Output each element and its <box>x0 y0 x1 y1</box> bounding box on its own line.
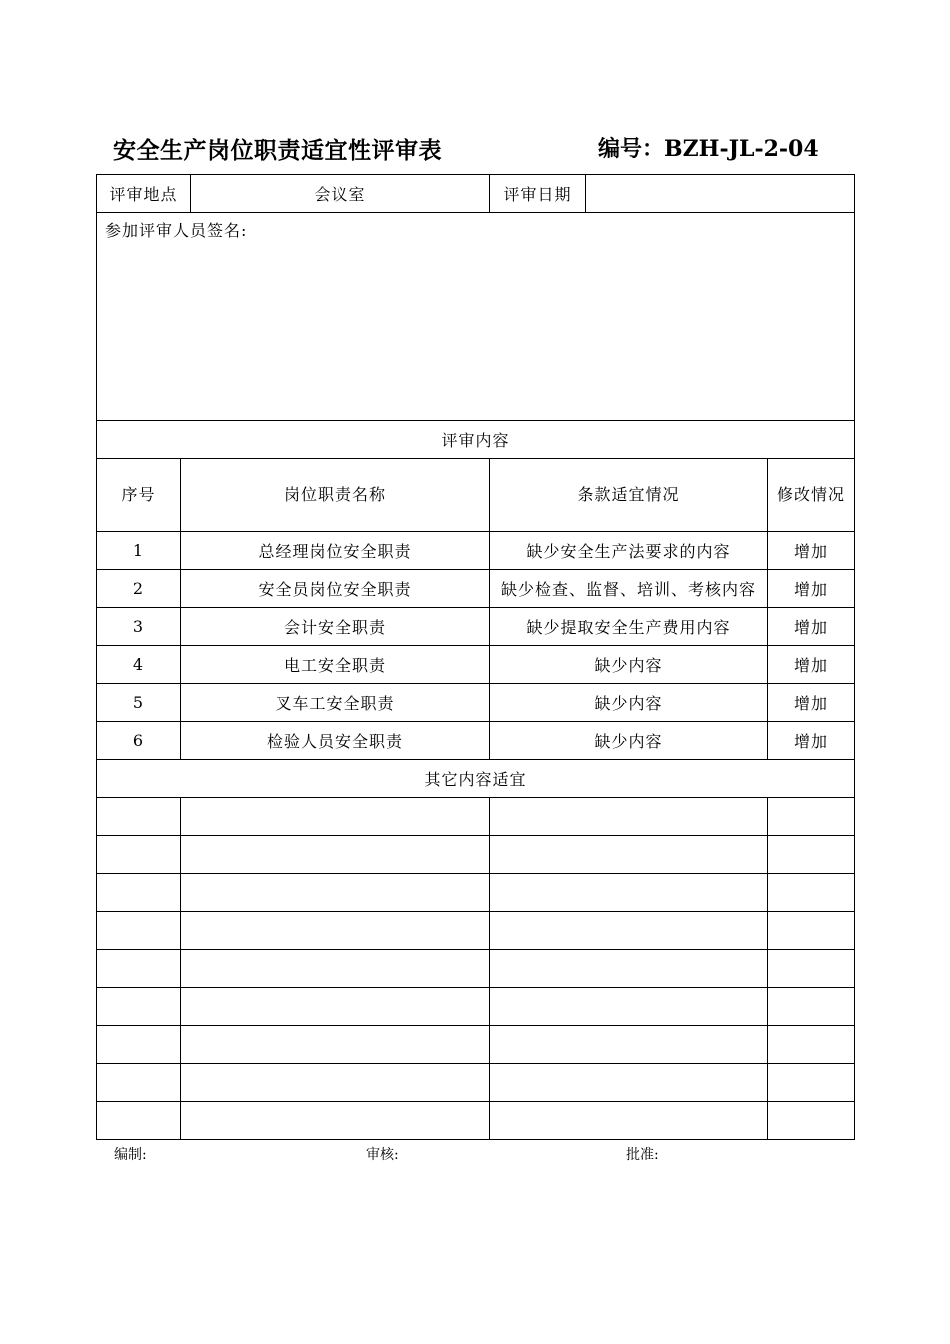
empty-row <box>97 1064 855 1102</box>
row-name: 会计安全职责 <box>181 608 490 646</box>
empty-row <box>97 950 855 988</box>
footer-approved: 批准: <box>626 1147 659 1163</box>
table-row <box>97 532 855 570</box>
location-row <box>97 175 855 213</box>
col-header-name: 岗位职责名称 <box>181 459 490 532</box>
participants-row <box>97 213 855 421</box>
col-header-no: 序号 <box>97 459 181 532</box>
col-header-change: 修改情况 <box>768 459 855 532</box>
row-change: 增加 <box>768 570 855 608</box>
col-header-status: 条款适宜情况 <box>490 459 768 532</box>
location-value: 会议室 <box>191 175 490 213</box>
row-status: 缺少内容 <box>490 646 768 684</box>
footer-reviewed: 审核: <box>366 1147 399 1163</box>
row-no: 1 <box>97 532 181 570</box>
other-note: 其它内容适宜 <box>97 760 855 798</box>
form-code: 编号：BZH-JL-2-04 <box>598 136 819 162</box>
review-form-table <box>96 174 855 1140</box>
row-change: 增加 <box>768 532 855 570</box>
row-name: 总经理岗位安全职责 <box>181 532 490 570</box>
date-value <box>586 175 855 213</box>
row-change: 增加 <box>768 646 855 684</box>
row-no: 6 <box>97 722 181 760</box>
empty-row <box>97 1026 855 1064</box>
row-name: 检验人员安全职责 <box>181 722 490 760</box>
row-status: 缺少安全生产法要求的内容 <box>490 532 768 570</box>
participants-label: 参加评审人员签名: <box>105 221 248 240</box>
row-change: 增加 <box>768 722 855 760</box>
page-title: 安全生产岗位职责适宜性评审表 <box>113 137 442 164</box>
empty-row <box>97 874 855 912</box>
row-status: 缺少检查、监督、培训、考核内容 <box>490 570 768 608</box>
other-note-row <box>97 760 855 798</box>
empty-row <box>97 912 855 950</box>
row-change: 增加 <box>768 608 855 646</box>
location-label: 评审地点 <box>97 175 191 213</box>
row-name: 电工安全职责 <box>181 646 490 684</box>
row-status: 缺少内容 <box>490 684 768 722</box>
table-row <box>97 722 855 760</box>
empty-row <box>97 798 855 836</box>
row-name: 安全员岗位安全职责 <box>181 570 490 608</box>
row-no: 4 <box>97 646 181 684</box>
empty-row <box>97 988 855 1026</box>
table-row <box>97 570 855 608</box>
table-header-row <box>97 459 855 532</box>
row-no: 5 <box>97 684 181 722</box>
table-row <box>97 684 855 722</box>
row-status: 缺少提取安全生产费用内容 <box>490 608 768 646</box>
table-row <box>97 646 855 684</box>
row-status: 缺少内容 <box>490 722 768 760</box>
table-row <box>97 608 855 646</box>
empty-row <box>97 1102 855 1140</box>
participants-signature-area <box>97 213 855 421</box>
date-label: 评审日期 <box>490 175 586 213</box>
footer-prepared: 编制: <box>114 1147 147 1163</box>
row-no: 3 <box>97 608 181 646</box>
row-name: 叉车工安全职责 <box>181 684 490 722</box>
empty-row <box>97 836 855 874</box>
review-section-row <box>97 421 855 459</box>
review-section-title: 评审内容 <box>97 421 855 459</box>
title-row <box>113 132 833 168</box>
row-no: 2 <box>97 570 181 608</box>
row-change: 增加 <box>768 684 855 722</box>
